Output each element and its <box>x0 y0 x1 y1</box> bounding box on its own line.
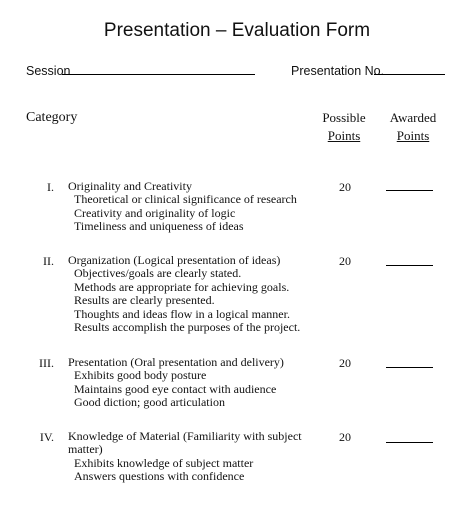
presentation-no-label: Presentation No. <box>291 64 385 78</box>
criterion-item: Thoughts and ideas flow in a logical manner. <box>74 306 290 321</box>
criterion-item: Maintains good eye contact with audience <box>74 381 277 396</box>
awarded-header-line2: Points <box>396 128 430 143</box>
criterion-item: Objectives/goals are clearly stated. <box>74 266 242 281</box>
session-label: Session <box>26 64 71 78</box>
section-numeral: III. <box>39 356 54 370</box>
session-field[interactable] <box>62 74 255 75</box>
section-organization <box>68 254 300 334</box>
criterion-item: Results accomplish the purposes of the project. <box>74 320 301 335</box>
criterion-item: Results are clearly presented. <box>74 293 215 308</box>
possible-header-line1: Possible <box>322 110 366 125</box>
awarded-header-line1: Awarded <box>389 110 437 125</box>
section-heading: Originality and Creativity <box>68 179 192 193</box>
section-knowledge <box>68 430 302 484</box>
category-header: Category <box>26 110 78 125</box>
criterion-item: Creativity and originality of logic <box>74 205 236 220</box>
possible-points-value: 20 <box>339 254 351 268</box>
awarded-points-field[interactable] <box>386 190 433 191</box>
possible-header-line2: Points <box>327 128 361 143</box>
awarded-points-header <box>382 109 444 145</box>
section-heading-continued: matter) <box>68 442 103 457</box>
criterion-item: Timeliness and uniqueness of ideas <box>74 219 244 234</box>
section-numeral: I. <box>47 180 54 194</box>
criterion-item: Good diction; good articulation <box>74 395 225 410</box>
section-numeral: II. <box>43 254 54 268</box>
possible-points-value: 20 <box>339 356 351 370</box>
criterion-item: Exhibits knowledge of subject matter <box>74 455 254 470</box>
possible-points-value: 20 <box>339 180 351 194</box>
form-title: Presentation – Evaluation Form <box>103 20 371 41</box>
criterion-item: Theoretical or clinical significance of research <box>74 192 297 207</box>
section-heading: Organization (Logical presentation of ideas) <box>68 253 281 267</box>
possible-points-header <box>314 109 374 145</box>
criterion-item: Answers questions with confidence <box>74 469 245 484</box>
awarded-points-field[interactable] <box>386 265 433 266</box>
section-numeral: IV. <box>39 430 54 444</box>
awarded-points-field[interactable] <box>386 367 433 368</box>
criterion-item: Exhibits good body posture <box>74 368 207 383</box>
section-heading: Knowledge of Material (Familiarity with subject <box>68 429 302 443</box>
section-presentation <box>68 356 284 410</box>
awarded-points-field[interactable] <box>386 442 433 443</box>
presentation-no-field[interactable] <box>374 74 445 75</box>
section-heading: Presentation (Oral presentation and delivery) <box>68 355 284 369</box>
criterion-item: Methods are appropriate for achieving goals. <box>74 279 290 294</box>
possible-points-value: 20 <box>339 430 351 444</box>
section-originality <box>68 180 297 234</box>
